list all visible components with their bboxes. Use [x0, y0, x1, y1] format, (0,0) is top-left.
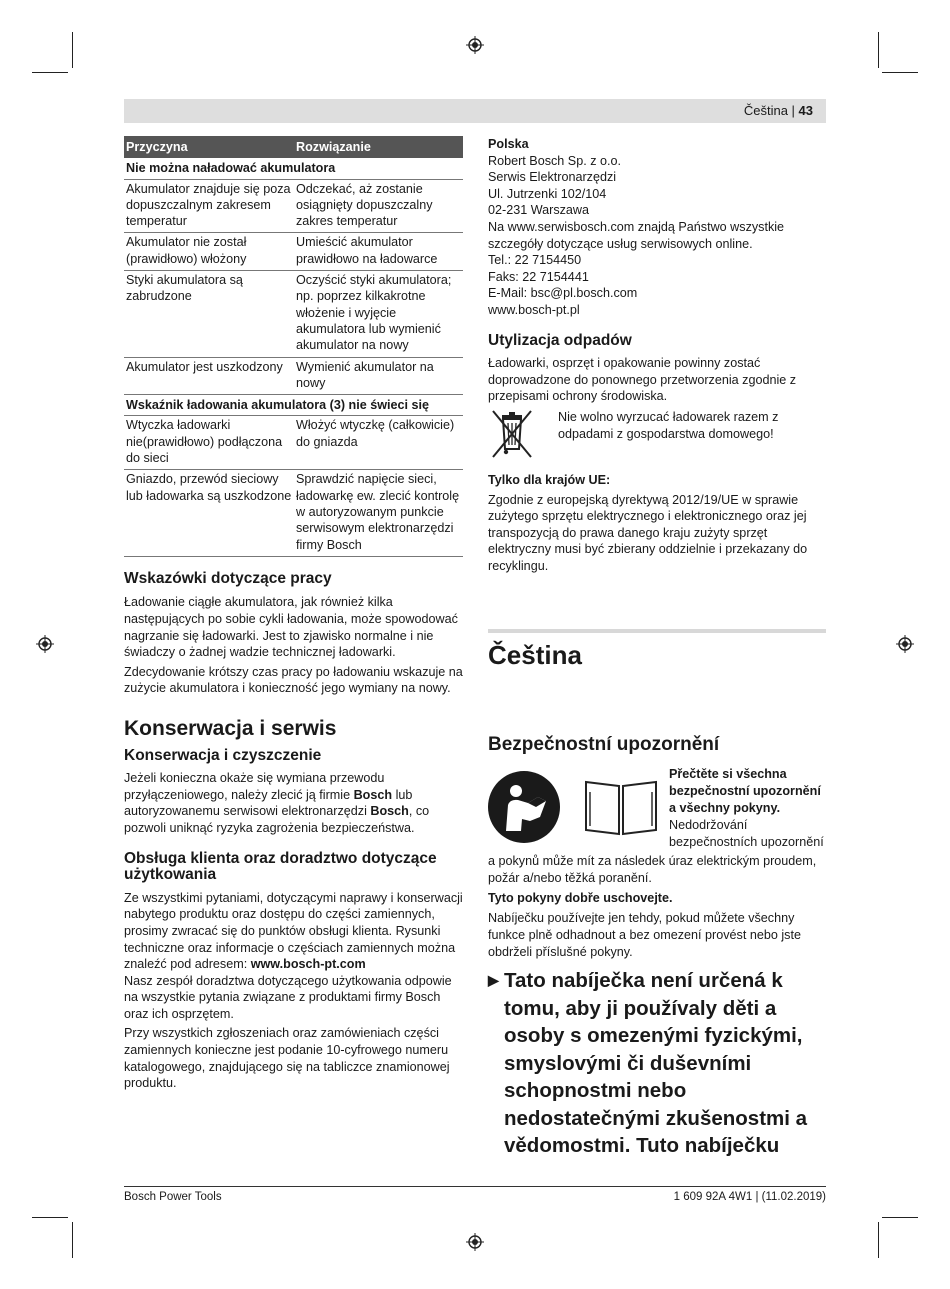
read-manual-icon: [488, 771, 560, 843]
tips-heading: Wskazówki dotyczące pracy: [124, 569, 332, 587]
crop-mark: [32, 1217, 68, 1218]
read-instructions: Přečtěte si všechna bezpečnostní upozornění a všechny pokyny. Nedodržování bezpečnostních upozornění: [669, 767, 824, 849]
bullet-triangle-icon: ▶: [488, 972, 499, 988]
registration-mark-icon: [466, 1233, 484, 1251]
child-warning: ▶ Tato nabíječka není určená k tomu, aby ji používaly děti a osoby s omezenými fyzickými, smyslovými či duševními schopnostmi nebo nedostatečnými zkušenostmi a vědomostmi. Tuto nabíječku: [488, 969, 808, 1157]
service-paragraph: Ze wszystkimi pytaniami, dotyczącymi naprawy i konserwacji nabytego produktu oraz dostępu do części zamiennych, prosimy zwracać się do punktów obsługi klienta. Rysunki techniczne oraz informacje o częściach zamiennych można znaleźć pod adresem: www.bosch-pt.com: [124, 890, 463, 972]
table-cell: Gniazdo, przewód sieciowy lub ładowarka są uszkodzone: [124, 470, 294, 556]
table-cell: Oczyścić styki akumulatora; np. poprzez kilkakrotne włożenie i wyjęcie akumulatora lub wymienić akumulator na nowy: [294, 271, 463, 357]
contact-fax: Faks: 22 7154441: [488, 269, 589, 284]
service-paragraph: Przy wszystkich zgłoszeniach oraz zamówieniach części zamiennych konieczne jest podanie 10-cyfrowego numeru katalogowego, znajdującego się na tabliczce znamionowej produktu.: [124, 1026, 450, 1091]
table-cell: Akumulator jest uszkodzony: [124, 357, 294, 395]
website-link[interactable]: www.bosch-pt.com: [250, 957, 366, 972]
manual-book-icon: [582, 776, 660, 838]
crop-mark: [32, 72, 68, 73]
tips-paragraph: Zdecydowanie krótszy czas pracy po ładowaniu wskazuje na zużycie akumulatora i konieczność jego wymiany na nowy.: [124, 664, 463, 696]
header-bar: [124, 99, 826, 123]
crop-mark: [72, 32, 73, 68]
safety-heading: Bezpečnostní upozornění: [488, 734, 720, 755]
table-cell: Odczekać, aż zostanie osiągnięty dopuszczalny zakres temperatur: [294, 179, 463, 233]
table-row: [124, 357, 463, 395]
right-column: [488, 136, 826, 574]
section-rule: [488, 629, 826, 633]
table-header-cause: Przyczyna: [124, 136, 294, 158]
bin-block: [488, 409, 826, 463]
left-column: [124, 136, 463, 1092]
cleaning-heading: Konserwacja i czyszczenie: [124, 746, 322, 764]
customer-service-heading: Obsługa klienta oraz doradztwo dotyczące użytkowania: [124, 849, 437, 884]
table-cell: Akumulator nie został (prawidłowo) włożony: [124, 233, 294, 271]
disposal-heading: Utylizacja odpadów: [488, 331, 632, 349]
table-header-solution: Rozwiązanie: [294, 136, 463, 158]
table-row: [124, 470, 463, 556]
table-cell: Wtyczka ładowarki nie(prawidłowo) podłączona do sieci: [124, 416, 294, 470]
contact-country: Polska: [488, 137, 529, 151]
contact-line: Ul. Jutrzenki 102/104: [488, 186, 607, 201]
table-cell: Wymienić akumulator na nowy: [294, 357, 463, 395]
registration-mark-icon: [466, 36, 484, 54]
table-row: [124, 179, 463, 233]
crop-mark: [878, 1222, 879, 1258]
crop-mark: [878, 32, 879, 68]
table-cell: Umieścić akumulator prawidłowo na ładowarce: [294, 233, 463, 271]
table-cell: Sprawdzić napięcie sieci, ładowarkę ew. zlecić kontrolę w autoryzowanym punkcie serwisowym elektronarzędzi firmy Bosch: [294, 470, 463, 556]
troubleshooting-table: [124, 136, 463, 557]
eu-heading: Tylko dla krajów UE:: [488, 472, 611, 487]
registration-mark-icon: [896, 635, 914, 653]
table-cell: Styki akumulatora są zabrudzone: [124, 271, 294, 357]
disposal-paragraph: Ładowarki, osprzęt i opakowanie powinny zostać doprowadzone do ponownego przetworzenia zgodnie z przepisami ochrony środowiska.: [488, 356, 797, 404]
contact-line: Robert Bosch Sp. z o.o.: [488, 153, 622, 168]
table-row: [124, 416, 463, 470]
page-number: 43: [798, 103, 813, 118]
footer-brand: Bosch Power Tools: [124, 1191, 222, 1203]
eu-paragraph: Zgodnie z europejską dyrektywą 2012/19/UE w sprawie zużytego sprzętu elektrycznego i elektronicznego oraz jej transpozycją do prawa danego kraju zużyty sprzęt elektryczny musi być zbierany oddzielnie i przekazany do recyklingu.: [488, 492, 808, 573]
contact-line: 02-231 Warszawa: [488, 203, 590, 218]
contact-line: Serwis Elektronarzędzi: [488, 170, 617, 185]
footer-doc-number: 1 609 92A 4W1 | (11.02.2019): [673, 1191, 826, 1203]
table-cell: Włożyć wtyczkę (całkowicie) do gniazda: [294, 416, 463, 470]
table-row: [124, 233, 463, 271]
keep-instructions: Tyto pokyny dobře uschovejte.: [488, 891, 673, 905]
use-paragraph: Nabíječku používejte jen tehdy, pokud můžete všechny funkce plně odhadnout a bez omezení provést nebo jste obdrželi příslušné pokyny.: [488, 911, 801, 959]
service-paragraph: Nasz zespół doradztwa dotyczącego użytkowania odpowie na wszystkie pytania związane z produktami firmy Bosch oraz ich osprzętem.: [124, 973, 452, 1021]
tips-paragraph: Ładowanie ciągłe akumulatora, jak również kilka następujących po sobie cykli ładowania, może spowodować nagrzanie się ładowarki. Jest to zjawisko normalne i nie świadczy o żadnej wadzie technicznej ładowarki.: [124, 595, 458, 660]
cleaning-paragraph: Jeżeli konieczna okaże się wymiana przewodu przyłączeniowego, należy zlecić ją firmie Bosch lub autoryzowanemu serwisowi elektronarzędzi Bosch, co pozwoli uniknąć ryzyka zagrożenia bezpieczeństwa.: [124, 771, 430, 835]
table-cell: Akumulator znajduje się poza dopuszczalnym zakresem temperatur: [124, 179, 294, 233]
table-section-title: Wskaźnik ładowania akumulatora (3) nie świeci się: [124, 395, 463, 416]
contact-tel: Tel.: 22 7154450: [488, 253, 582, 268]
contact-email[interactable]: E-Mail: bsc@pl.bosch.com: [488, 286, 638, 301]
maintenance-heading: Konserwacja i serwis: [124, 716, 337, 740]
bin-note: Nie wolno wyrzucać ładowarek razem z odpadami z gospodarstwa domowego!: [558, 409, 779, 441]
table-header-row: [124, 136, 463, 158]
table-row: [124, 271, 463, 357]
table-section-title: Nie można naładować akumulatora: [124, 158, 463, 179]
footer-rule: [124, 1186, 826, 1187]
crop-mark: [882, 72, 918, 73]
crossed-bin-icon: [490, 409, 534, 461]
contact-www[interactable]: www.bosch-pt.pl: [488, 302, 580, 317]
contact-web-note: Na www.serwisbosch.com znajdą Państwo wszystkie szczegóły dotyczące usług serwisowych online.: [488, 219, 785, 251]
safety-body: a pokynů může mít za následek úraz elektrickým proudem, požár a/nebo těžká poranění. Tyto pokyny dobře uschovejte. Nabíječku používejte jen tehdy, pokud můžete všechny funkce plně odhadnout a bez omezení provést nebo jste obdrželi příslušné pokyny.: [488, 853, 826, 961]
page-header: Čeština | 43: [743, 103, 813, 118]
registration-mark-icon: [36, 635, 54, 653]
header-section: Čeština: [743, 103, 788, 118]
crop-mark: [882, 1217, 918, 1218]
crop-mark: [72, 1222, 73, 1258]
language-title: Čeština: [488, 640, 582, 670]
